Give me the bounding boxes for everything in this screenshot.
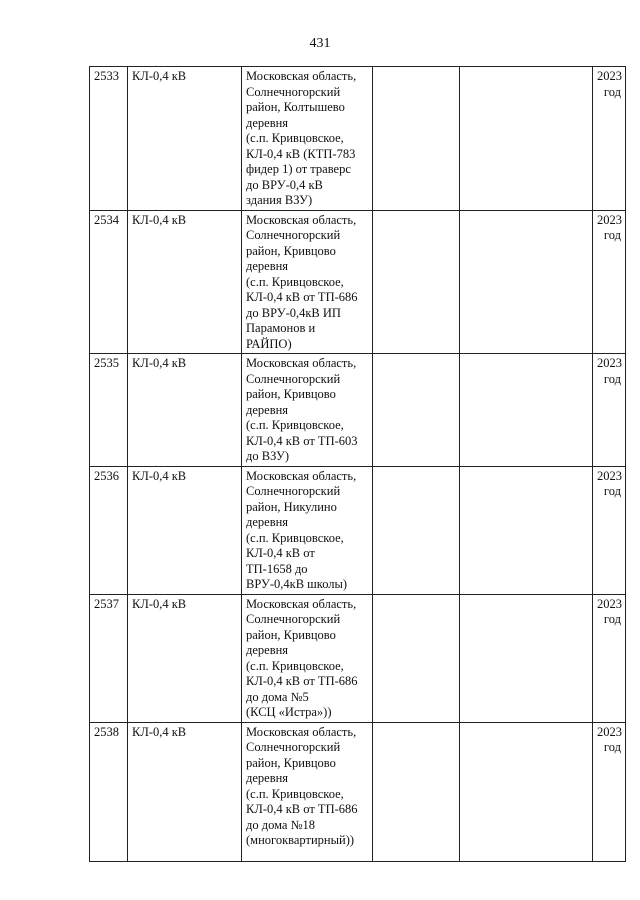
table-row [90, 67, 626, 211]
location-cell [242, 354, 373, 467]
empty-cell [460, 722, 593, 861]
location-line: ВРУ-0,4кВ школы) [246, 577, 348, 591]
location-line: фидер 1) от траверс [246, 162, 351, 176]
year-cell [593, 722, 626, 861]
location-line: деревня [246, 515, 289, 529]
location-line: (с.п. Кривцовское, [246, 786, 344, 801]
location-line: (многоквартирный)) [246, 833, 355, 847]
location-line: РАЙПО) [246, 336, 292, 351]
year-line: год [603, 740, 621, 754]
location-line: Солнечногорский [246, 84, 341, 99]
year-cell [593, 67, 626, 211]
location-line: КЛ-0,4 кВ (КТП-783 [246, 146, 356, 161]
table-row [90, 466, 626, 594]
location-line: Московская область, [246, 69, 357, 83]
year-cell [593, 354, 626, 467]
line-type-cell: КЛ-0,4 кВ [128, 594, 242, 722]
table-row [90, 722, 626, 861]
row-number-cell: 2535 [90, 354, 128, 467]
location-line: район, Кривцово [246, 755, 336, 770]
location-line: Солнечногорский [246, 740, 341, 754]
location-line: до ВРУ-0,4 кВ [246, 177, 323, 192]
empty-cell [460, 67, 593, 211]
location-line: (с.п. Кривцовское, [246, 530, 344, 545]
location-line: КЛ-0,4 кВ от [246, 546, 315, 560]
location-line: КЛ-0,4 кВ от ТП-686 [246, 674, 358, 688]
location-line: Солнечногорский [246, 371, 341, 386]
location-line: Московская область, [246, 468, 357, 483]
location-line: деревня [246, 259, 289, 273]
location-line: Московская область, [246, 356, 357, 370]
line-type-cell: КЛ-0,4 кВ [128, 67, 242, 211]
row-number-cell: 2538 [90, 722, 128, 861]
year-line: 2023 [597, 724, 622, 739]
empty-cell [460, 594, 593, 722]
year-line: 2023 [597, 69, 622, 83]
location-line: Солнечногорский [246, 484, 341, 498]
location-line: Солнечногорский [246, 228, 341, 242]
table-row [90, 594, 626, 722]
empty-cell [460, 466, 593, 594]
location-line: до дома №18 [246, 817, 316, 832]
location-line: район, Кривцово [246, 243, 336, 258]
location-cell [242, 210, 373, 354]
location-line: (с.п. Кривцовское, [246, 658, 344, 673]
year-line: год [603, 84, 621, 99]
location-line: до ВРУ-0,4кВ ИП [246, 305, 341, 320]
location-line: КЛ-0,4 кВ от ТП-686 [246, 802, 358, 816]
year-cell [593, 466, 626, 594]
location-cell [242, 466, 373, 594]
empty-cell [460, 354, 593, 467]
empty-cell [373, 210, 460, 354]
empty-cell [373, 67, 460, 211]
location-line: деревня [246, 771, 289, 785]
year-cell [593, 210, 626, 354]
empty-cell [373, 722, 460, 861]
line-type-cell: КЛ-0,4 кВ [128, 210, 242, 354]
location-line: Солнечногорский [246, 612, 341, 626]
location-line: КЛ-0,4 кВ от ТП-603 [246, 433, 358, 448]
row-number-cell: 2534 [90, 210, 128, 354]
location-line: Московская область, [246, 212, 357, 227]
year-cell [593, 594, 626, 722]
year-line: год [603, 228, 621, 242]
location-line: район, Кривцово [246, 387, 336, 401]
year-line: 2023 [597, 468, 622, 483]
year-line: год [603, 612, 621, 626]
empty-cell [373, 466, 460, 594]
year-line: год [603, 484, 621, 498]
line-type-cell: КЛ-0,4 кВ [128, 354, 242, 467]
year-line: 2023 [597, 212, 622, 227]
location-line: до дома №5 [246, 689, 309, 704]
document-table [89, 66, 626, 862]
year-line: год [603, 371, 621, 386]
location-line: ТП-1658 до [246, 561, 308, 576]
location-line: Московская область, [246, 596, 357, 611]
row-number-cell: 2536 [90, 466, 128, 594]
location-line: до ВЗУ) [246, 449, 290, 463]
page-number: 431 [309, 36, 331, 51]
location-cell [242, 722, 373, 861]
table-row [90, 210, 626, 354]
year-line: 2023 [597, 356, 622, 370]
row-number-cell: 2537 [90, 594, 128, 722]
empty-cell [373, 354, 460, 467]
location-line: деревня [246, 643, 289, 657]
location-line: Московская область, [246, 724, 357, 739]
location-line: КЛ-0,4 кВ от ТП-686 [246, 290, 358, 304]
line-type-cell: КЛ-0,4 кВ [128, 722, 242, 861]
year-line: 2023 [597, 596, 622, 611]
location-line: деревня [246, 402, 289, 417]
location-cell [242, 67, 373, 211]
location-line: район, Никулино [246, 499, 337, 514]
location-line: (с.п. Кривцовское, [246, 418, 344, 432]
location-line: (с.п. Кривцовское, [246, 274, 344, 289]
line-type-cell: КЛ-0,4 кВ [128, 466, 242, 594]
table-row [90, 354, 626, 467]
location-line: деревня [246, 115, 289, 130]
table-body [90, 67, 626, 862]
location-line: район, Колтышево [246, 100, 345, 114]
row-number-cell: 2533 [90, 67, 128, 211]
empty-cell [373, 594, 460, 722]
location-line: здания ВЗУ) [246, 193, 313, 207]
location-line: Парамонов и [246, 321, 316, 335]
location-line: район, Кривцово [246, 627, 336, 642]
location-line: (с.п. Кривцовское, [246, 131, 344, 145]
location-cell [242, 594, 373, 722]
empty-cell [460, 210, 593, 354]
location-line: (КСЦ «Истра»)) [246, 705, 332, 719]
